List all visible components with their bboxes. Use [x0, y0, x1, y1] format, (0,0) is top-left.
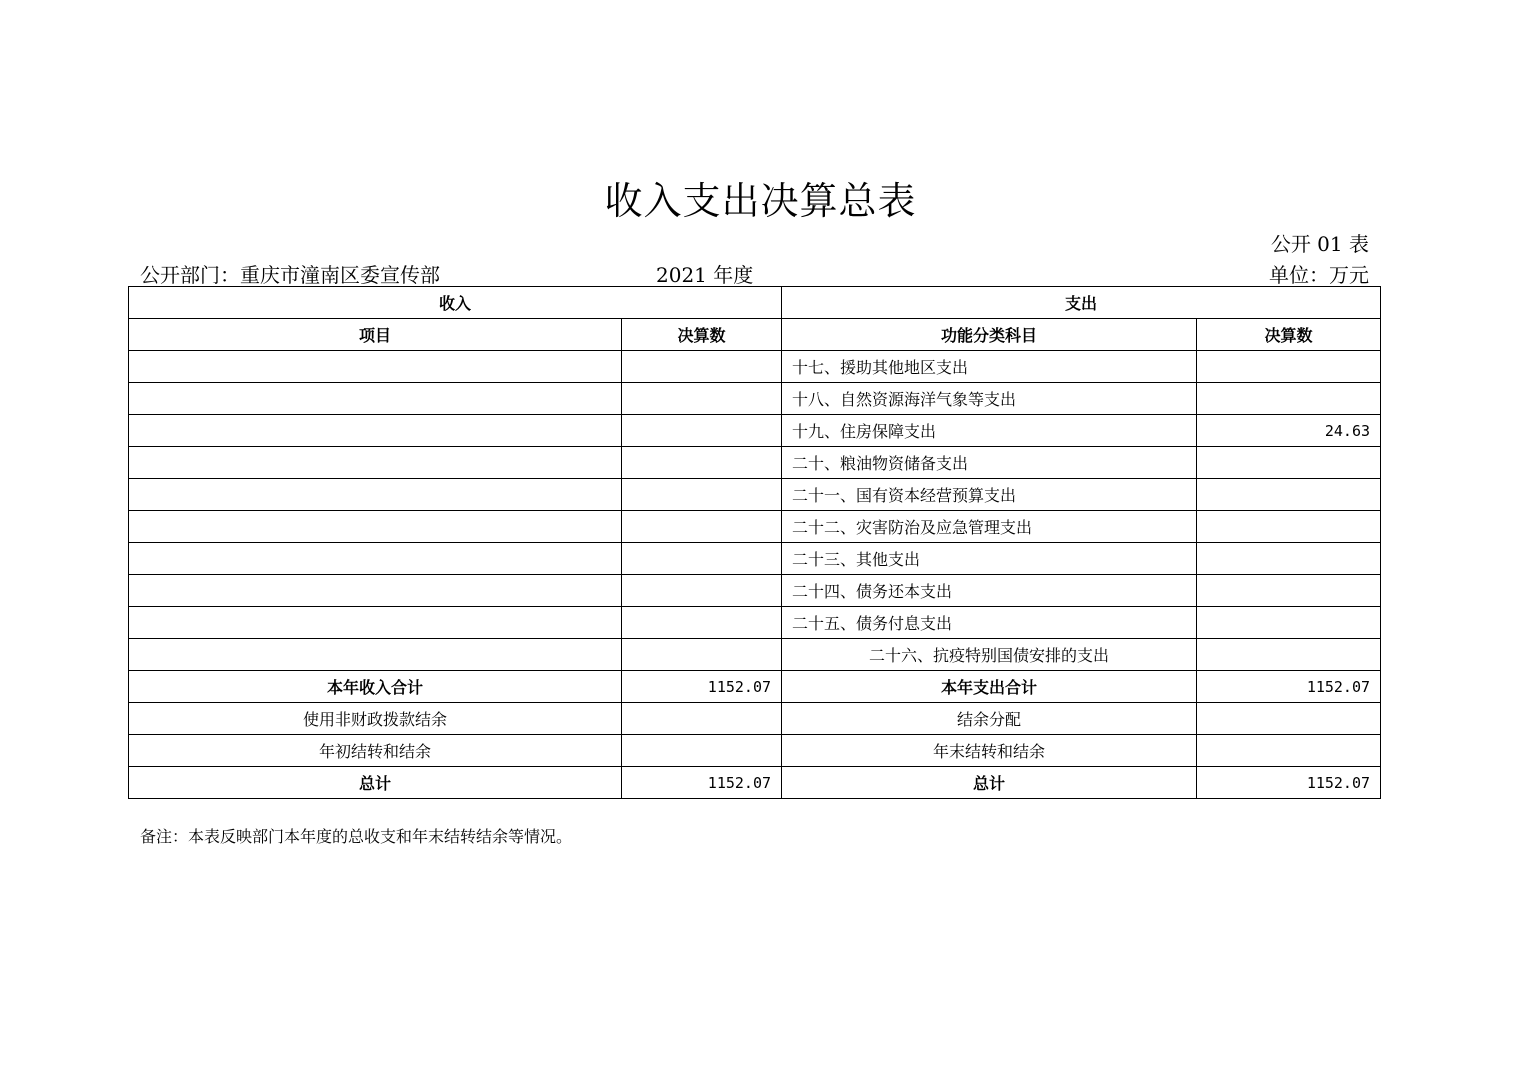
- table-row: [129, 575, 1381, 607]
- fiscal-year: 2021 年度: [656, 263, 754, 287]
- table-row: [129, 383, 1381, 415]
- begin-balance-label: 年初结转和结余: [129, 735, 622, 767]
- year-income-total-label: 本年收入合计: [129, 671, 622, 703]
- col-func-header: 功能分类科目: [782, 319, 1197, 351]
- begin-balance-amount: [622, 735, 782, 767]
- col-item-header: 项目: [129, 319, 622, 351]
- table-row: [129, 479, 1381, 511]
- expense-item-cell: 十七、援助其他地区支出: [782, 351, 1197, 383]
- income-amount-cell: [622, 575, 782, 607]
- department-label: 公开部门：重庆市潼南区委宣传部: [140, 263, 440, 287]
- income-header: 收入: [129, 287, 782, 319]
- unit-label: 单位：万元: [1269, 263, 1369, 287]
- income-item-cell: [129, 351, 622, 383]
- expense-amount-cell: [1197, 383, 1381, 415]
- footnote: 备注：本表反映部门本年度的总收支和年末结转结余等情况。: [140, 827, 573, 846]
- expense-item-cell: 二十四、债务还本支出: [782, 575, 1197, 607]
- table-row: [129, 543, 1381, 575]
- income-item-cell: [129, 383, 622, 415]
- section-header-row: [129, 287, 1381, 319]
- balance-row: [129, 735, 1381, 767]
- table-row: [129, 639, 1381, 671]
- income-amount-cell: [622, 511, 782, 543]
- expense-amount-cell: [1197, 575, 1381, 607]
- expense-item-cell: 二十一、国有资本经营预算支出: [782, 479, 1197, 511]
- year-expense-total-value: 1152.07: [1197, 671, 1381, 703]
- income-amount-cell: [622, 479, 782, 511]
- table-row: [129, 511, 1381, 543]
- income-item-cell: [129, 639, 622, 671]
- expense-amount-cell: [1197, 351, 1381, 383]
- col-expense-amount-header: 决算数: [1197, 319, 1381, 351]
- income-amount-cell: [622, 447, 782, 479]
- expense-amount-cell: [1197, 607, 1381, 639]
- income-expense-table: [128, 286, 1381, 799]
- income-amount-cell: [622, 639, 782, 671]
- form-number: 公开 01 表: [1270, 232, 1369, 256]
- col-income-amount-header: 决算数: [622, 319, 782, 351]
- surplus-alloc-label: 结余分配: [782, 703, 1197, 735]
- column-header-row: [129, 319, 1381, 351]
- table-row: [129, 351, 1381, 383]
- income-item-cell: [129, 479, 622, 511]
- surplus-alloc-amount: [1197, 703, 1381, 735]
- income-amount-cell: [622, 607, 782, 639]
- table-row: [129, 415, 1381, 447]
- year-expense-total-label: 本年支出合计: [782, 671, 1197, 703]
- table-row: [129, 447, 1381, 479]
- income-item-cell: [129, 511, 622, 543]
- expense-item-cell: 二十五、债务付息支出: [782, 607, 1197, 639]
- nonfiscal-row: [129, 703, 1381, 735]
- income-item-cell: [129, 575, 622, 607]
- end-balance-amount: [1197, 735, 1381, 767]
- expense-item-cell: 二十二、灾害防治及应急管理支出: [782, 511, 1197, 543]
- nonfiscal-amount: [622, 703, 782, 735]
- page-title: 收入支出决算总表: [604, 179, 917, 223]
- expense-item-cell: 二十、粮油物资储备支出: [782, 447, 1197, 479]
- expense-item-cell: 二十六、抗疫特别国债安排的支出: [782, 639, 1197, 671]
- grand-expense-value: 1152.07: [1197, 767, 1381, 799]
- grand-income-value: 1152.07: [622, 767, 782, 799]
- expense-amount-cell: [1197, 543, 1381, 575]
- expense-amount-cell: [1197, 479, 1381, 511]
- end-balance-label: 年末结转和结余: [782, 735, 1197, 767]
- expense-amount-cell: 24.63: [1197, 415, 1381, 447]
- grand-total-row: [129, 767, 1381, 799]
- expense-amount-cell: [1197, 639, 1381, 671]
- year-total-row: [129, 671, 1381, 703]
- table-row: [129, 607, 1381, 639]
- expense-amount-cell: [1197, 447, 1381, 479]
- expense-item-cell: 十九、住房保障支出: [782, 415, 1197, 447]
- expense-amount-cell: [1197, 511, 1381, 543]
- year-income-total-value: 1152.07: [622, 671, 782, 703]
- nonfiscal-label: 使用非财政拨款结余: [129, 703, 622, 735]
- grand-income-label: 总计: [129, 767, 622, 799]
- expense-header: 支出: [782, 287, 1381, 319]
- income-item-cell: [129, 543, 622, 575]
- income-amount-cell: [622, 415, 782, 447]
- income-item-cell: [129, 415, 622, 447]
- income-amount-cell: [622, 543, 782, 575]
- income-item-cell: [129, 607, 622, 639]
- income-amount-cell: [622, 383, 782, 415]
- expense-item-cell: 十八、自然资源海洋气象等支出: [782, 383, 1197, 415]
- expense-item-cell: 二十三、其他支出: [782, 543, 1197, 575]
- grand-expense-label: 总计: [782, 767, 1197, 799]
- income-item-cell: [129, 447, 622, 479]
- income-amount-cell: [622, 351, 782, 383]
